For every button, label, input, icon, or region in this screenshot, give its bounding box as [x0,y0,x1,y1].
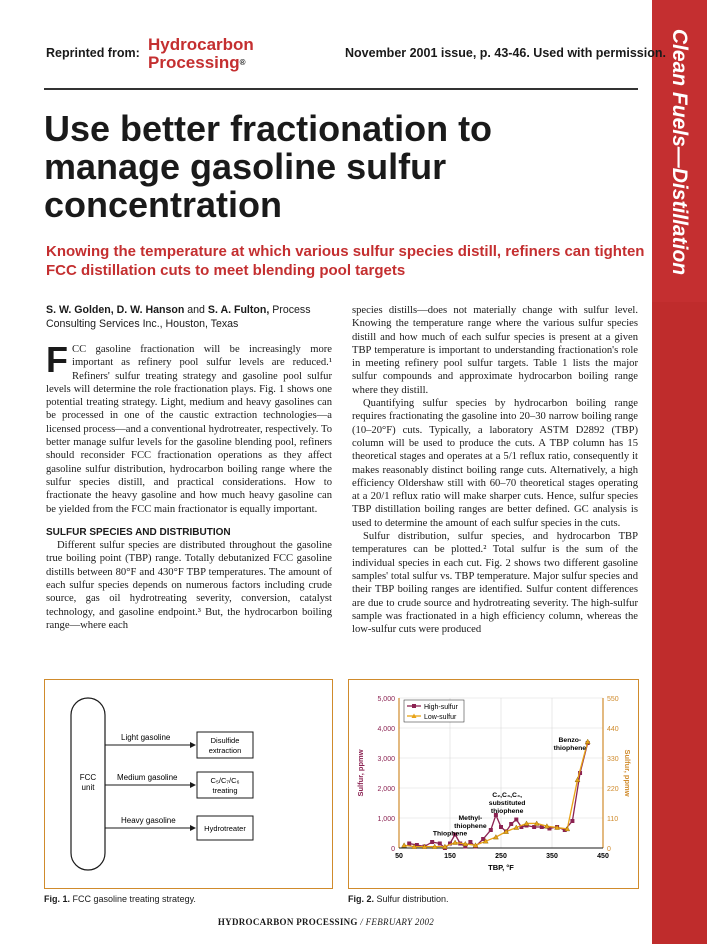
legend-marker-high [412,704,416,708]
paragraph: species distills—does not materially change with sulfur level. Knowing the temperature range where the various sulfur species distill and how much of each sulfur species is present at a given TBP temperature is important to understanding fractionation's role in meeting refinery pool sulfur targets. Table 1 lists the major sulfur compounds and approximate hydrocarbon boiling range where they distill. [352,305,638,396]
box-disulfide-label-2: extraction [208,746,242,755]
annotation-label: thiophene [553,745,587,752]
section-label: Clean Fuels—Distillation [668,28,691,276]
section-heading: SULFUR SPECIES AND DISTRIBUTION [46,526,231,538]
data-point-high-sulfur [499,825,503,829]
y-tick-label: 1,000 [377,816,395,823]
y2-tick-label: 330 [607,756,619,763]
x-tick-label: 450 [597,853,609,860]
data-point-high-sulfur [489,828,493,832]
article-title: Use better fractionation to manage gasoline sulfur concentration [44,108,493,225]
x-axis-label: TBP, °F [488,863,514,872]
stream-heavy: Heavy gasoline [121,816,176,825]
paragraph: Different sulfur species are distributed throughout the gasoline true boiling point (TBP) range. Totally debutanized FCC gasoline distills between 80°F and 430°F TBP temperatures. The amount of each sulfur species depends on numerous factors including crude source, gas oil hydrotreating severity, conversion, catalyst technology, and gasoline endpoint.³ But, the hydrocarbon boiling range—where each [46,540,332,631]
sulfur-distribution-chart [349,680,638,888]
issue-line: November 2001 issue, p. 43-46. Used with permission. [345,46,666,60]
annotation-label: thiophene [490,808,524,815]
x-tick-label: 50 [395,853,403,860]
logo-line-1: Hydrocarbon [148,35,254,54]
stream-light: Light gasoline [121,733,171,742]
logo-line-2: Processing [148,53,240,72]
data-point-high-sulfur [514,818,518,822]
drop-cap: F [46,339,68,380]
data-point-high-sulfur [468,840,472,844]
reprint-label: Reprinted from: [46,46,140,60]
data-point-high-sulfur [509,822,513,826]
legend-label-low: Low-sulfur [424,714,457,721]
data-point-high-sulfur [407,842,411,846]
annotation-label: thiophene [454,823,487,830]
legend-label-high: High-sulfur [424,704,458,711]
x-tick-label: 350 [546,853,558,860]
y-tick-label: 5,000 [377,696,395,703]
y-tick-label: 3,000 [377,756,395,763]
x-tick-label: 150 [444,853,456,860]
box-c5-label-1: C₅/C₇/C₆ [210,776,240,785]
annotation-label: Benzo- [558,737,582,744]
y-axis-label: Sulfur, ppmw [356,749,365,797]
y2-tick-label: 550 [607,696,619,703]
y-tick-label: 0 [391,846,395,853]
publication-logo [148,36,254,72]
figure-1-caption: Fig. 1. FCC gasoline treating strategy. [44,894,196,904]
annotation-label: C₂,C₃,C₄, [492,792,523,799]
fcc-unit-label-2: unit [81,783,95,792]
paragraph: Quantifying sulfur species by hydrocarbon boiling range requires fractionating the gasoline into 20–30 narrow boiling range (10–20°F) cuts. Typically, a laboratory ASTM D2892 (TBP) column will be used to produce the cuts. A TBP column has 15 theoretical stages and operates at a 5/1 reflux ratio, consequently it makes reasonably distinct boiling range cuts. Alternatively, a high efficiency Oldershaw still with 60–70 theoretical stages operating at a 20/1 reflux ratio will make sharper cuts. Hence, sulfur species TBP distillation boiling ranges are better defined. GC analysis is used to determine the amount of each sulfur species in the cuts. [352,398,638,529]
box-disulfide-label-1: Disulfide [210,736,240,745]
column-right [352,304,638,636]
figure-1-diagram [45,680,332,888]
box-hydrotreater-label: Hydrotreater [204,824,246,833]
header-divider [44,88,638,90]
stream-medium: Medium gasoline [117,773,178,782]
page-footer: HYDROCARBON PROCESSING / FEBRUARY 2002 [217,917,435,927]
registered-mark: ® [239,58,246,67]
figure-2-caption: Fig. 2. Sulfur distribution. [348,894,449,904]
data-point-high-sulfur [438,842,442,846]
x-tick-label: 250 [495,853,507,860]
article-subtitle: Knowing the temperature at which various sulfur species distill, refiners can tighten FCC distillation cuts to meet blending pool targets [46,243,645,279]
figure-2-frame [348,679,639,889]
figure-1-frame [44,679,333,889]
column-left [46,304,332,632]
y2-axis-label: Sulfur, ppmw [623,749,632,797]
annotation-label: Thiophene [432,830,468,838]
fcc-unit-label-1: FCC [79,773,97,782]
box-c5-label-2: treating [212,786,238,795]
annotation-label: Methyl- [458,815,483,822]
annotation-label: substituted [488,800,526,807]
y2-tick-label: 110 [607,816,619,823]
paragraph-intro: FCC gasoline fractionation will be increasingly more important as refinery pool sulfur levels are reduced.¹ Refiners' sulfur treating strategy and gasoline pool sulfur levels will determine the role fractionation plays. Fig. 1 shows one potential treating strategy. Light, medium and heavy gasolines can be processed in one of the caustic extraction technologies—a licensed process—and a conventional hydrotreater, respectively. To better manage sulfur levels for the gasoline blending pool, refiners should reconsider FCC fractionation operations as they affect gasoline sulfur distribution, hydrocarbon boiling range where the sulfur species distill, and practical considerations. How to fractionate the heavy gasoline and how much heavy gasoline can be yielded from the FCC main fractionator is equally important. [46,339,332,515]
authors: S. W. Golden, D. W. Hanson and S. A. Fulton, Process Consulting Services Inc., Houston, Texas [46,304,311,330]
y-tick-label: 4,000 [377,726,395,733]
data-point-high-sulfur [570,819,574,823]
data-point-high-sulfur [430,840,434,844]
y2-tick-label: 220 [607,786,619,793]
y2-tick-label: 0 [607,846,611,853]
paragraph: Sulfur distribution, sulfur species, and hydrocarbon TBP temperatures can be plotted.² Total sulfur is the sum of the individual species in each cut. Fig. 2 shows two different gasoline samples' total sulfur vs. TBP temperature. Major sulfur species and their TBP boiling ranges are identified. Sulfur content differences are due to crude source and hydrotreating severity. The high-sulfur sample was fractionated in a high efficiency column, whereas the low-sulfur cuts were produced [352,531,638,636]
y-tick-label: 2,000 [377,786,395,793]
y2-tick-label: 440 [607,726,619,733]
